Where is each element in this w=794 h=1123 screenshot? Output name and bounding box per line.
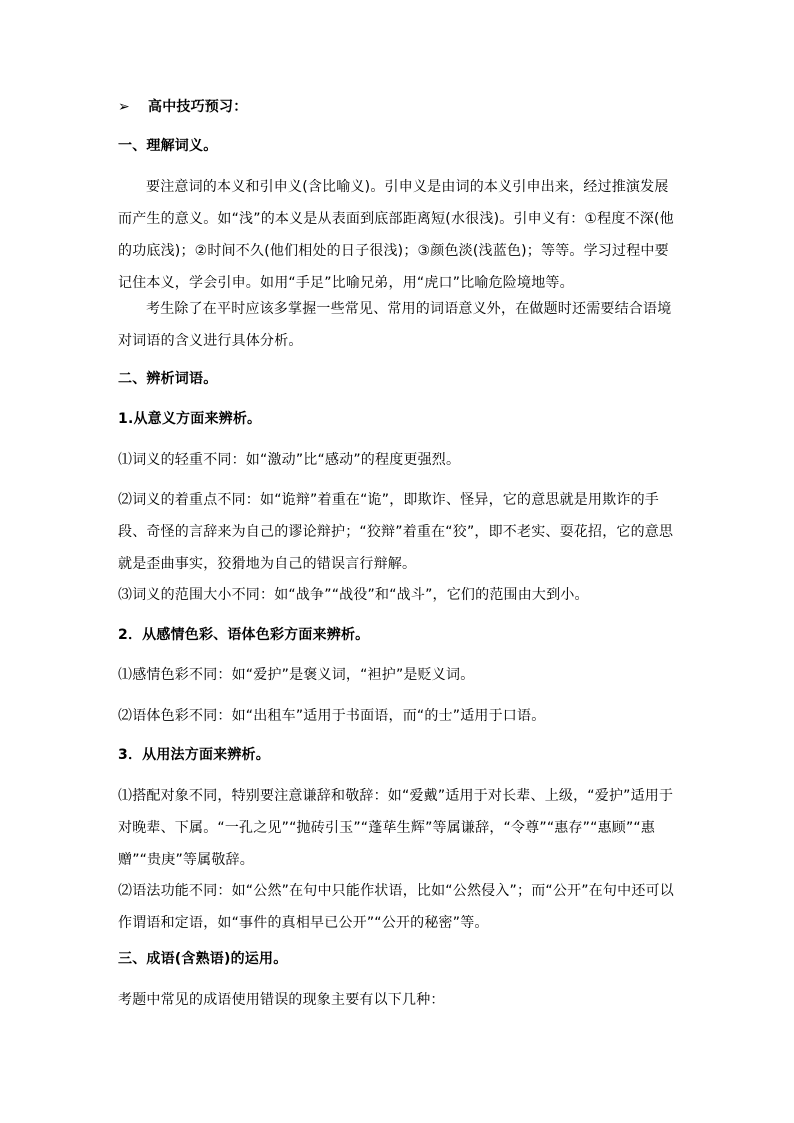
- preview-heading: [118, 91, 680, 123]
- item-2-2-1: ⑴感情色彩不同：如“爱护”是褒义词，“袒护”是贬义词。: [118, 667, 475, 683]
- item-2-3-1: ⑴搭配对象不同，特别要注意谦辞和敬辞：如“爱戴”适用于对长辈、上级，“爱护”适用于对晚辈、下属。“一孔之见”“抛砖引玉”“蓬荜生辉”等属谦辞，“令尊”“惠存”“惠顾”“惠赠”“贵庚”等属敬辞。: [118, 788, 674, 868]
- section1-paragraph-1: 要注意词的本义和引申义(含比喻义)。引申义是由词的本义引申出来，经过推演发展而产生的意义。如“浅”的本义是从表面到底部距离短(水很浅)。引申义有：①程度不深(他的功底浅)；②时间不久(他们相处的日子很浅)；③颜色淡(浅蓝色)；等等。学习过程中要记住本义，学会引申。如用“手足”比喻兄弟，用“虎口”比喻危险境地等。: [118, 179, 674, 291]
- subsection-heading-2-3: 3．从用法方面来辨析。: [118, 747, 270, 763]
- section-heading-1: 一、理解词义。: [118, 138, 218, 154]
- item-2-2-2: ⑵语体色彩不同：如“出租车”适用于书面语，而“的士”适用于口语。: [118, 708, 546, 724]
- arrow-bullet-icon: ➢: [118, 99, 130, 115]
- item-2-3-2: ⑵语法功能不同：如“公然”在句中只能作状语，比如“公然侵入”；而“公开”在句中还可以作谓语和定语，如“事件的真相早已公开”“公开的秘密”等。: [118, 883, 674, 931]
- section-heading-2: 二、辨析词语。: [118, 371, 218, 387]
- item-2-1-2: ⑵词义的着重点不同：如“诡辩”着重在“诡”，即欺诈、怪异，它的意思就是用欺诈的手段、奇怪的言辞来为自己的谬论辩护；“狡辩”着重在“狡”，即不老实、耍花招，它的意思就是歪曲事实，狡猾地为自己的错误言行辩解。: [118, 492, 674, 572]
- item-2-1-1: ⑴词义的轻重不同：如“激动”比“感动”的程度更强烈。: [118, 452, 461, 468]
- section3-paragraph-1: 考题中常见的成语使用错误的现象主要有以下几种：: [118, 992, 445, 1008]
- section1-paragraph-2: 考生除了在平时应该多掌握一些常见、常用的词语意义外，在做题时还需要结合语境对词语的含义进行具体分析。: [118, 301, 672, 349]
- subsection-heading-2-1: 1.从意义方面来辨析。: [118, 411, 262, 427]
- subsection-heading-2-2: 2．从感情色彩、语体色彩方面来辨析。: [118, 627, 370, 643]
- item-2-1-3: ⑶词义的范围大小不同：如“战争”“战役”和“战斗”，它们的范围由大到小。: [118, 587, 589, 603]
- section-heading-3: 三、成语(含熟语)的运用。: [118, 951, 288, 967]
- preview-title: 高中技巧预习：: [148, 99, 248, 115]
